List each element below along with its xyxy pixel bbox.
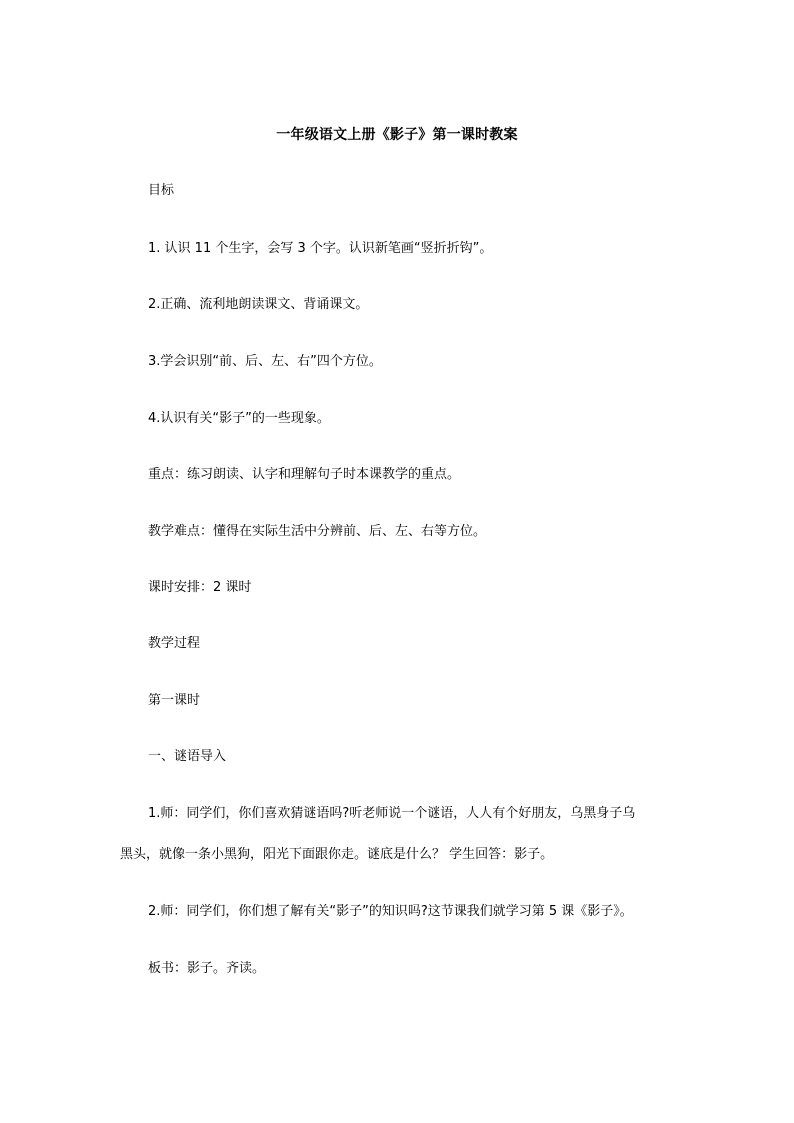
riddle-intro-heading: 一、谜语导入	[148, 749, 227, 764]
riddle-paragraph-line-2: 黑头，就像一条小黑狗，阳光下面跟你走。谜底是什么？ 学生回答：影子。	[120, 847, 554, 862]
goal-item-1: 1. 认识 11 个生字，会写 3 个字。认识新笔画“竖折折钩”。	[148, 241, 493, 256]
teaching-process-heading: 教学过程	[148, 636, 201, 651]
blackboard-note: 板书：影子。齐读。	[148, 961, 266, 976]
topic-intro-paragraph: 2.师：同学们，你们想了解有关“影子”的知识吗?这节课我们就学习第 5 课《影子》。	[148, 904, 633, 919]
goal-item-4: 4.认识有关“影子”的一些现象。	[148, 411, 330, 426]
key-point: 重点：练习朗读、认字和理解句子时本课教学的重点。	[148, 467, 461, 482]
goal-item-2: 2.正确、流利地朗读课文、背诵课文。	[148, 297, 369, 312]
document-title: 一年级语文上册《影子》第一课时教案	[276, 127, 518, 143]
lesson-hours: 课时安排：2 课时	[148, 580, 252, 595]
goals-heading: 目标	[148, 183, 175, 198]
difficult-point: 教学难点：懂得在实际生活中分辨前、后、左、右等方位。	[148, 524, 487, 539]
riddle-paragraph-line-1: 1.师：同学们，你们喜欢猜谜语吗?听老师说一个谜语，人人有个好朋友，乌黑身子乌	[148, 806, 636, 821]
first-lesson-heading: 第一课时	[148, 693, 201, 708]
goal-item-3: 3.学会识别“前、后、左、右”四个方位。	[148, 354, 382, 369]
